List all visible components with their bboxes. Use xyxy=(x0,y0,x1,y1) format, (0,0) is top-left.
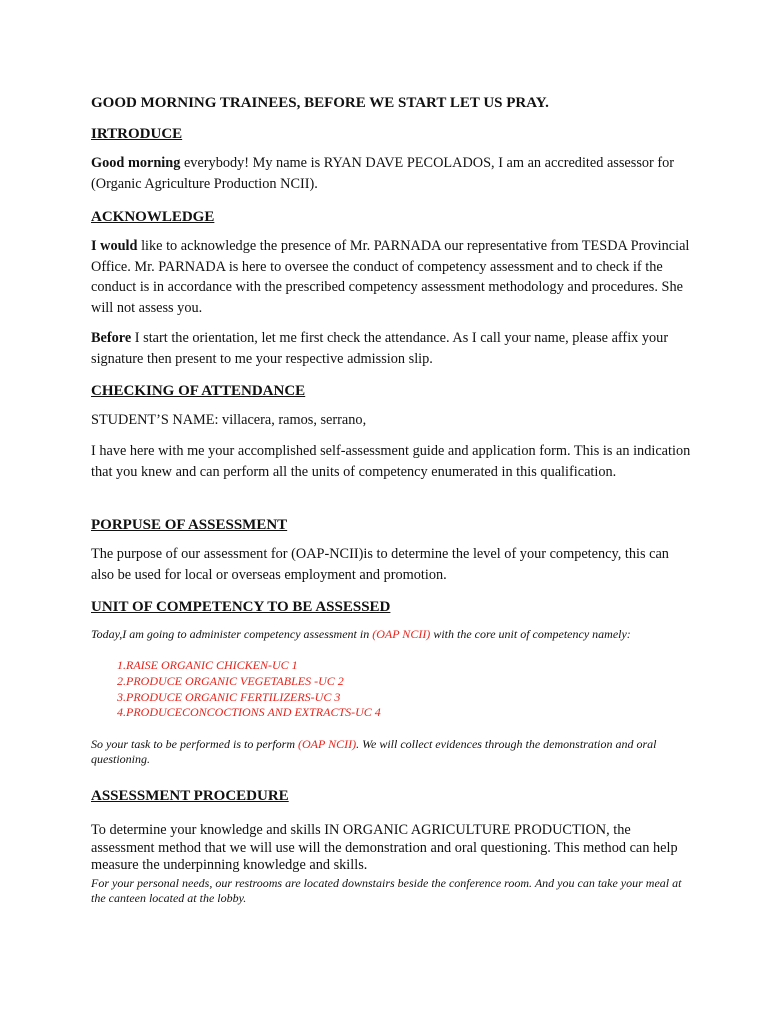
purpose-paragraph: The purpose of our assessment for (OAP-NCII)is to determine the level of your competency, this can also be used for local or overseas employment and promotion. xyxy=(91,546,669,583)
attendance-paragraph: I have here with me your accomplished self-assessment guide and application form. This is an indication that you knew and can perform all the units of competency enumerated in this qualification. xyxy=(91,443,691,480)
introduce-paragraph xyxy=(91,153,691,194)
competency-item: 2.PRODUCE ORGANIC VEGETABLES -UC 2 xyxy=(117,673,344,688)
competency-list xyxy=(117,658,381,721)
units-intro-text-a: Today,I am going to administer competency assessment in xyxy=(91,627,373,641)
student-names: STUDENT’S NAME: villacera, ramos, serrano, xyxy=(91,412,367,428)
acknowledge-lead: I would xyxy=(91,238,138,254)
introduce-lead: Good morning xyxy=(91,155,181,171)
introduce-text: everybody! My name is RYAN DAVE PECOLADOS, I am an accredited assessor for (Organic Agriculture Production NCII). xyxy=(91,155,675,192)
procedure-paragraph: To determine your knowledge and skills IN ORGANIC AGRICULTURE PRODUCTION, the assessment method that we will use will the demonstration and oral questioning. This method can help measure the underpinning knowledge and skills. xyxy=(91,822,678,873)
attendance-heading: CHECKING OF ATTENDANCE xyxy=(91,383,306,399)
before-lead: Before xyxy=(91,330,132,346)
units-heading: UNIT OF COMPETENCY TO BE ASSESSED xyxy=(91,599,391,615)
procedure-heading: ASSESSMENT PROCEDURE xyxy=(91,788,289,804)
personal-needs-note: For your personal needs, our restrooms are located downstairs beside the conference room. And you can take your meal at the canteen located at the lobby. xyxy=(91,876,682,905)
introduce-heading: IRTRODUCE xyxy=(91,126,183,142)
acknowledge-text: like to acknowledge the presence of Mr. PARNADA our representative from TESDA Provincial Office. Mr. PARNADA is here to oversee the conduct of competency assessment and to check if the conduct is in accordance with the prescribed competency assessment methodology and procedures. She will not assess you. xyxy=(91,238,690,316)
competency-item: 1.RAISE ORGANIC CHICKEN-UC 1 xyxy=(117,658,298,672)
acknowledge-heading: ACKNOWLEDGE xyxy=(91,209,215,225)
acknowledge-paragraph xyxy=(91,236,691,318)
task-text-a: So your task to be performed is to perform xyxy=(91,737,298,751)
units-intro-qualification: (OAP NCII) xyxy=(372,627,431,641)
units-intro xyxy=(91,627,691,642)
purpose-heading: PORPUSE OF ASSESSMENT xyxy=(91,517,288,533)
page-title: GOOD MORNING TRAINEES, BEFORE WE START LET US PRAY. xyxy=(91,95,549,111)
units-intro-text-b: with the core unit of competency namely: xyxy=(430,627,631,641)
competency-item: 4.PRODUCECONCOCTIONS AND EXTRACTS-UC 4 xyxy=(117,705,381,720)
before-paragraph xyxy=(91,328,691,369)
task-statement xyxy=(91,737,691,767)
task-text-b: . We will collect evidences through the demonstration and oral questioning. xyxy=(91,737,657,766)
task-qualification: (OAP NCII) xyxy=(297,737,357,751)
competency-item: 3.PRODUCE ORGANIC FERTILIZERS-UC 3 xyxy=(117,689,341,704)
before-text: I start the orientation, let me first check the attendance. As I call your name, please affix your signature then present to me your respective admission slip. xyxy=(91,330,669,367)
